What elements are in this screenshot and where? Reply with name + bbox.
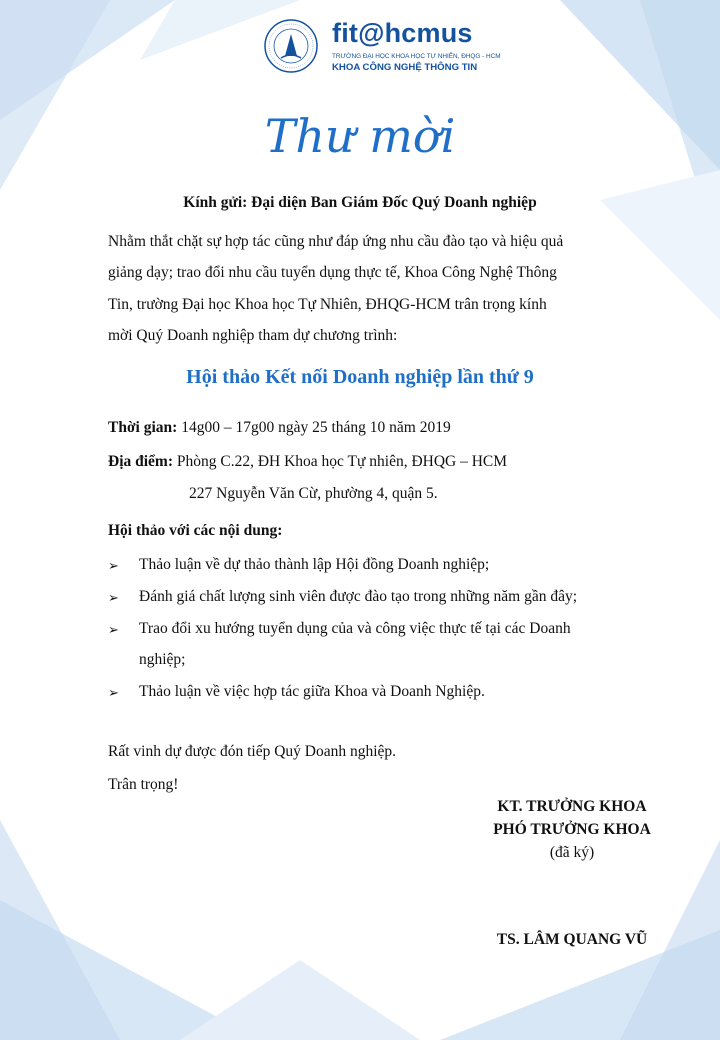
location-address: 227 Nguyễn Văn Cừ, phường 4, quận 5. bbox=[189, 485, 438, 502]
bullet-arrow-icon: ➢ bbox=[108, 622, 119, 637]
recipient-line: Kính gửi: Đại diện Ban Giám Đốc Quý Doanh nghiệp bbox=[183, 194, 537, 211]
signature-position: PHÓ TRƯỞNG KHOA bbox=[493, 821, 651, 838]
closing-regards: Trân trọng! bbox=[108, 776, 179, 793]
time-line bbox=[108, 419, 451, 437]
intro-line: giảng dạy; trao đổi nhu cầu tuyển dụng thực tế, Khoa Công Nghệ Thông bbox=[108, 264, 557, 282]
agenda-item: Trao đổi xu hướng tuyển dụng của và công việc thực tế tại các Doanh bbox=[139, 620, 571, 637]
location-line bbox=[108, 453, 507, 471]
closing-line: Rất vinh dự được đón tiếp Quý Doanh nghiệp. bbox=[108, 743, 397, 760]
location-value: Phòng C.22, ĐH Khoa học Tự nhiên, ĐHQG – HCM bbox=[176, 453, 508, 470]
signature-title: KT. TRƯỞNG KHOA bbox=[497, 798, 647, 815]
letter-title: Thư mời bbox=[264, 109, 456, 163]
bullet-arrow-icon: ➢ bbox=[108, 685, 119, 700]
bullet-arrow-icon: ➢ bbox=[108, 590, 119, 605]
intro-line: mời Quý Doanh nghiệp tham dự chương trình: bbox=[108, 327, 398, 345]
university-seal-icon bbox=[263, 18, 319, 74]
time-label: Thời gian: bbox=[108, 419, 178, 436]
brand-logo: fit@hcmus bbox=[332, 18, 473, 48]
location-label: Địa điểm: bbox=[108, 453, 174, 470]
agenda-item: Thảo luận về dự thảo thành lập Hội đồng Doanh nghiệp; bbox=[139, 556, 490, 573]
intro-paragraph bbox=[108, 226, 628, 352]
bullet-arrow-icon: ➢ bbox=[108, 558, 119, 573]
signer-name: TS. LÂM QUANG VŨ bbox=[496, 931, 648, 948]
agenda-heading: Hội thảo với các nội dung: bbox=[108, 522, 283, 539]
intro-line: Tin, trường Đại học Khoa học Tự Nhiên, ĐHQG-HCM trân trọng kính bbox=[108, 295, 547, 313]
intro-line: Nhằm thắt chặt sự hợp tác cũng như đáp ứng nhu cầu đào tạo và hiệu quả bbox=[108, 233, 564, 250]
faculty-name: KHOA CÔNG NGHỆ THÔNG TIN bbox=[332, 62, 478, 73]
event-title: Hội thảo Kết nối Doanh nghiệp lần thứ 9 bbox=[186, 366, 534, 388]
agenda-item-continuation: nghiệp; bbox=[139, 651, 186, 668]
university-name: TRƯỜNG ĐẠI HỌC KHOA HỌC TỰ NHIÊN, ĐHQG - HCM bbox=[332, 53, 501, 60]
signature-note: (đã ký) bbox=[549, 844, 595, 861]
agenda-item: Thảo luận về việc hợp tác giữa Khoa và Doanh Nghiệp. bbox=[139, 683, 485, 700]
agenda-item: Đánh giá chất lượng sinh viên được đào tạo trong những năm gần đây; bbox=[139, 588, 578, 605]
time-value: 14g00 – 17g00 ngày 25 tháng 10 năm 2019 bbox=[181, 419, 451, 436]
